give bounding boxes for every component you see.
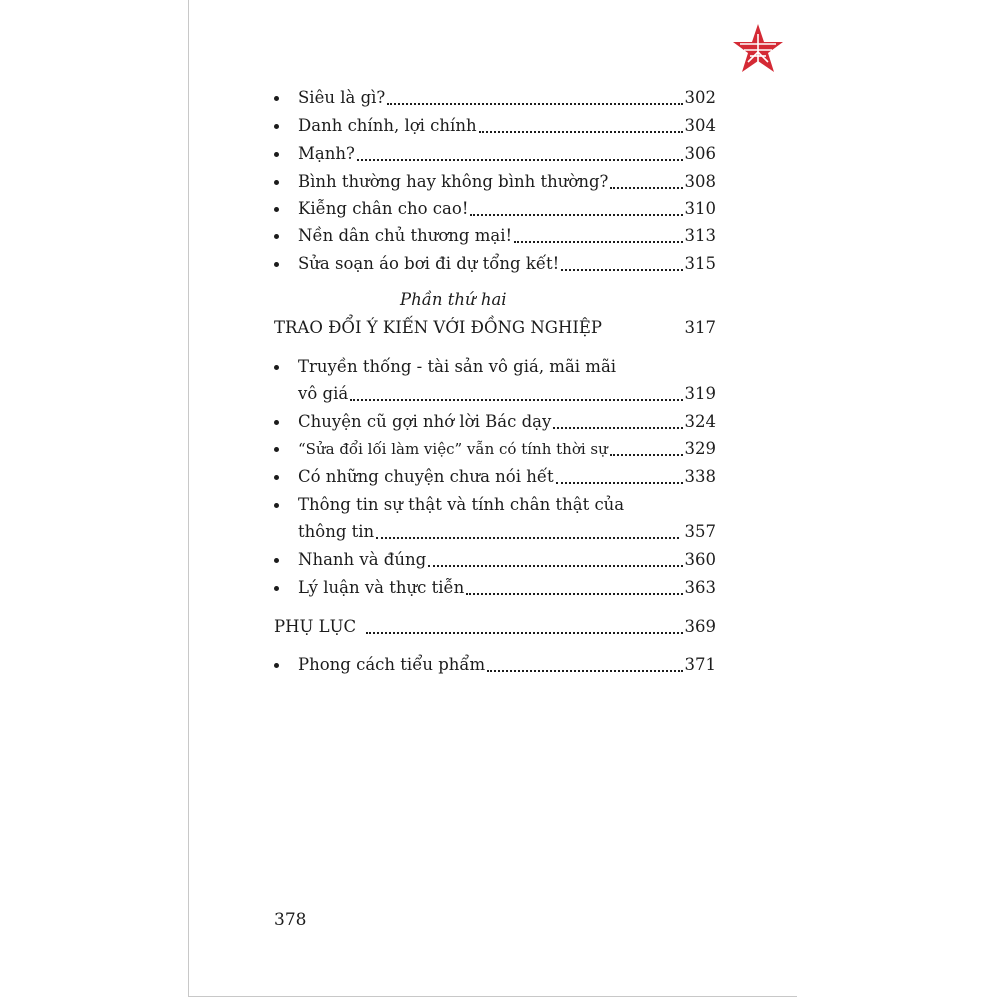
bullet: [274, 365, 279, 370]
section-page: 317: [684, 318, 716, 337]
bullet: [274, 586, 279, 591]
toc-entry: Kiễng chân cho cao! 310: [274, 197, 716, 221]
toc-entry: Siêu là gì? 302: [274, 86, 716, 110]
page-number: 378: [274, 910, 307, 930]
bullet: [274, 152, 279, 157]
toc-entry: Thông tin sự thật và tính chân thật của: [274, 493, 716, 517]
bullet: [274, 663, 279, 668]
toc-entry: Bình thường hay không bình thường? 308: [274, 170, 716, 194]
bullet: [274, 475, 279, 480]
bullet: [274, 234, 279, 239]
bullet: [274, 558, 279, 563]
publisher-logo-icon: [728, 22, 788, 80]
bullet: [274, 262, 279, 267]
toc-entry: Phong cách tiểu phẩm 371: [274, 653, 716, 677]
toc-entry: Sửa soạn áo bơi đi dự tổng kết! 315: [274, 252, 716, 276]
section-title: TRAO ĐỔI Ý KIẾN VỚI ĐỒNG NGHIỆP: [274, 318, 603, 337]
part-label: Phần thứ hai: [400, 290, 507, 309]
toc-entry: Lý luận và thực tiễn 363: [274, 576, 716, 600]
toc-entry: Truyền thống - tài sản vô giá, mãi mãi: [274, 355, 716, 379]
bullet: [274, 124, 279, 129]
toc-entry: Danh chính, lợi chính 304: [274, 114, 716, 138]
appendix-page: 369: [684, 617, 716, 636]
bullet: [274, 503, 279, 508]
bullet: [274, 420, 279, 425]
toc-entry: Chuyện cũ gợi nhớ lời Bác dạy 324: [274, 410, 716, 434]
toc-entry: Có những chuyện chưa nói hết 338: [274, 465, 716, 489]
section-heading: [274, 316, 716, 340]
bullet: [274, 96, 279, 101]
toc-entry: “Sửa đổi lối làm việc” vẫn có tính thời sự 329: [274, 437, 716, 461]
bullet: [274, 207, 279, 212]
toc-entry-continuation: vô giá 319: [298, 384, 716, 403]
appendix-heading: [274, 615, 716, 639]
bullet: [274, 447, 279, 452]
toc-entry-continuation: thông tin 357: [298, 522, 716, 541]
toc-entry: Mạnh? 306: [274, 142, 716, 166]
bullet: [274, 180, 279, 185]
toc-entry: Nền dân chủ thương mại! 313: [274, 224, 716, 248]
toc-entry: Nhanh và đúng 360: [274, 548, 716, 572]
appendix-title: PHỤ LỤC: [274, 617, 357, 636]
